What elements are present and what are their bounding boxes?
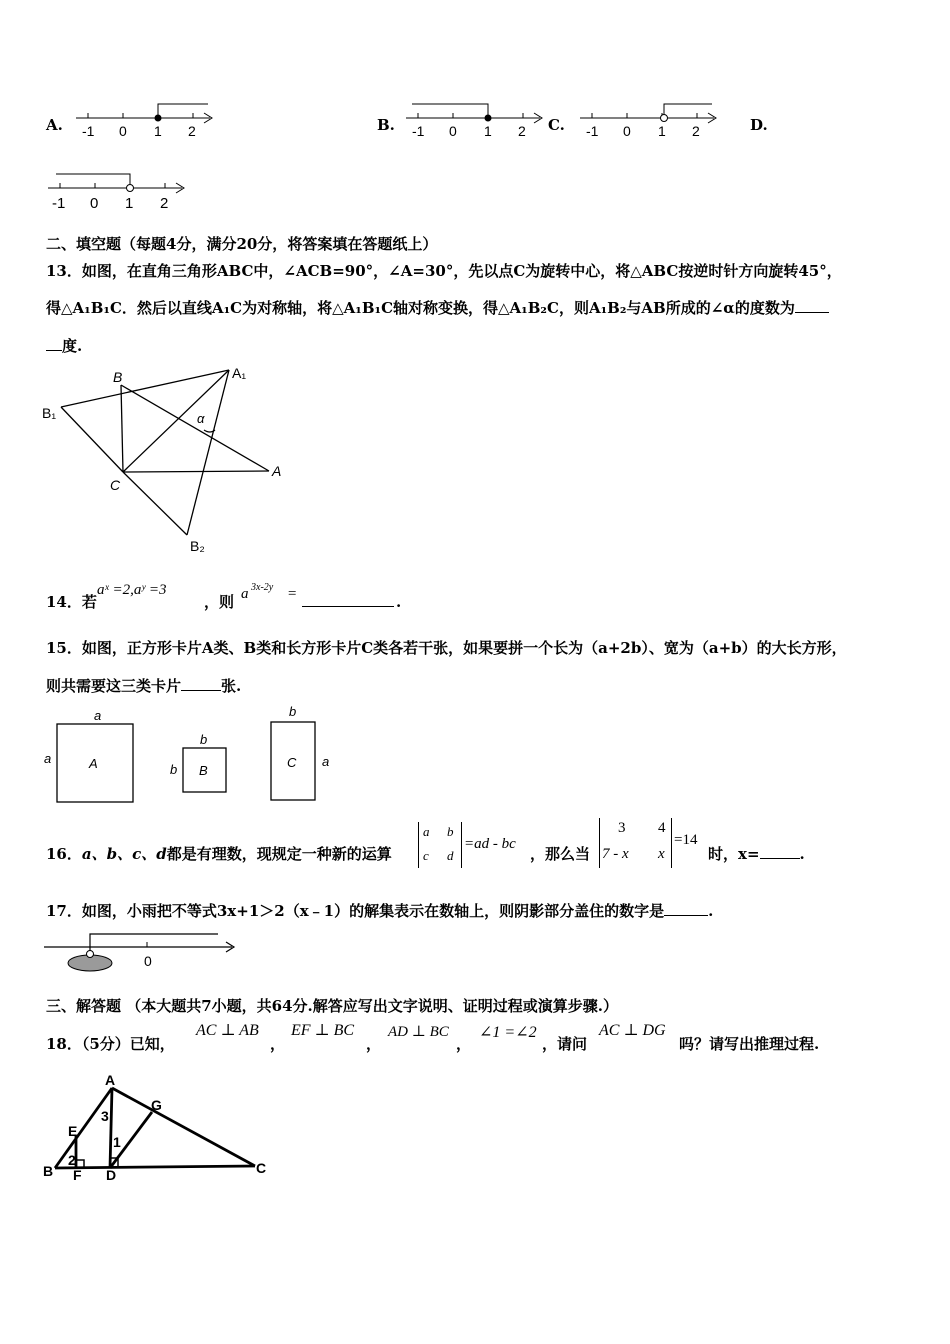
tick-label: -1 — [52, 195, 66, 212]
segment-ca — [123, 471, 269, 472]
card-c-label: C — [287, 755, 297, 770]
label-1: 1 — [113, 1134, 121, 1150]
q17-end: . — [708, 902, 714, 920]
card-b-label: B — [199, 763, 208, 778]
label-d: D — [106, 1167, 117, 1182]
q13-line2 — [46, 298, 829, 318]
q16-text1: 都是有理数，现规定一种新的运算 — [166, 845, 392, 863]
segment-ba — [121, 385, 269, 471]
solid-point — [155, 115, 162, 122]
tick-label: 2 — [692, 123, 700, 139]
tick-label: -1 — [82, 123, 95, 139]
q13-line3 — [46, 336, 82, 356]
card-a-side: a — [44, 751, 52, 766]
q14-end: . — [396, 593, 402, 611]
tick-label: 1 — [154, 123, 162, 139]
number-line-c — [578, 98, 723, 142]
label-b: B — [113, 369, 123, 385]
hollow-point — [87, 951, 94, 958]
q15-answer-blank[interactable] — [181, 690, 221, 691]
label-c: C — [256, 1160, 267, 1176]
segment-b1c — [61, 407, 123, 472]
q18-sep3: ， — [456, 1035, 472, 1053]
q18-cond3: AD ⊥ BC — [388, 1024, 449, 1040]
tick-label: -1 — [412, 123, 425, 139]
q16-text3-label: 时，x= — [708, 845, 760, 863]
q16-end: . — [799, 845, 805, 863]
q16-text2: ，那么当 — [530, 845, 591, 863]
q13-figure — [40, 360, 300, 560]
q15-line1: 15．如图，正方形卡片A类、B类和长方形卡片C类各若干张，如果要拼一个长为（a+2b）、宽为（a+b）的大长方形， — [46, 639, 847, 657]
label-2: 2 — [68, 1152, 76, 1168]
segment-cb2 — [123, 472, 187, 535]
label-b1: B₁ — [42, 405, 57, 421]
label-b: B — [43, 1163, 54, 1179]
segment-bc — [121, 385, 123, 472]
q18-sep1: ， — [270, 1035, 286, 1053]
q14-answer-blank[interactable] — [302, 592, 394, 607]
m11: 3 — [618, 820, 626, 836]
q18-cond5: AC ⊥ DG — [599, 1022, 666, 1039]
q14-prefix: 14．若 — [46, 593, 97, 611]
q16-answer-blank[interactable] — [760, 858, 800, 859]
segment-ac — [112, 1088, 255, 1166]
q14-equals: = — [287, 586, 298, 602]
tick-label: 1 — [484, 123, 492, 139]
q13-line1: 13．如图，在直角三角形ABC中，∠ACB=90°，∠A=30°，先以点C为旋转中心，将△ABC按逆时针方向旋转45°， — [46, 262, 842, 280]
solid-point — [485, 115, 492, 122]
label-a: A — [272, 463, 282, 479]
q15-line2-text: 则共需要这三类卡片 — [46, 677, 182, 695]
q16-rhs: =14 — [674, 832, 698, 848]
q14-mid: ，则 — [204, 593, 235, 611]
q16-det-specific — [599, 818, 672, 868]
label-3: 3 — [101, 1108, 109, 1124]
q16-prefix — [46, 844, 392, 864]
q14-base: a — [241, 586, 249, 602]
q13-line2-text: 得△A₁B₁C．然后以直线A₁C为对称轴，将△A₁B₁C轴对称变换，得△A₁B₂C，则A₁B₂与AB所成的∠α的度数为 — [46, 299, 795, 317]
q17-answer-blank[interactable] — [664, 915, 708, 916]
q18-cond2: EF ⊥ BC — [291, 1022, 355, 1039]
card-b-top: b — [200, 732, 208, 747]
q14-exponent: 3x-2y — [251, 582, 274, 593]
tick-label: 0 — [449, 123, 457, 139]
tick-label: 0 — [119, 123, 127, 139]
q18-sep4: ，请问 — [542, 1035, 588, 1053]
label-c: C — [110, 477, 121, 493]
q16-vars: a、b、c、d — [81, 845, 167, 863]
option-a-label[interactable]: A. — [46, 116, 63, 134]
segment-bc — [55, 1166, 255, 1168]
label-alpha: α — [197, 411, 205, 426]
q14-given: aˣ =2,aʸ =3 — [97, 582, 167, 598]
q13-answer-blank[interactable] — [795, 312, 829, 313]
label-a1: A₁ — [232, 365, 247, 381]
det-a: a — [423, 824, 430, 839]
q18-suffix: 吗？请写出推理过程. — [679, 1035, 820, 1053]
option-b-label[interactable]: B. — [377, 116, 395, 134]
hollow-point — [127, 185, 134, 192]
tick-label: 2 — [188, 123, 196, 139]
det-d: d — [447, 848, 454, 863]
card-c-side: a — [322, 754, 330, 769]
label-f: F — [73, 1167, 82, 1182]
segment-ad — [110, 1088, 112, 1168]
q15-end: 张. — [221, 677, 242, 695]
hollow-point — [661, 115, 668, 122]
card-a-label: A — [89, 756, 98, 771]
section-3-heading: 三、解答题 （本大题共7小题，共64分.解答应写出文字说明、证明过程或演算步骤.） — [46, 997, 618, 1015]
det-b: b — [447, 824, 454, 839]
q18-cond1: AC ⊥ AB — [196, 1022, 259, 1039]
segment-a1b2 — [187, 370, 229, 535]
m21: 7 - x — [602, 846, 629, 862]
q13-end: 度. — [62, 337, 83, 355]
card-b-side: b — [170, 762, 178, 777]
label-e: E — [68, 1123, 78, 1139]
card-a-top: a — [94, 708, 102, 723]
tick-label: 2 — [518, 123, 526, 139]
segment-b1a1 — [61, 370, 229, 407]
q13-answer-blank-cont[interactable] — [46, 350, 62, 351]
q15-cards-figure — [40, 702, 350, 808]
label-g: G — [151, 1097, 162, 1113]
tick-label: 0 — [90, 195, 99, 212]
q18-sep2: ， — [366, 1035, 382, 1053]
q16-det-rhs: =ad - bc — [464, 836, 516, 852]
m22: x — [658, 846, 665, 862]
option-d-label[interactable]: D. — [750, 116, 768, 134]
det-c: c — [423, 848, 429, 863]
tick-label: -1 — [586, 123, 599, 139]
q18-prefix: 18．（5分）已知， — [46, 1035, 175, 1053]
tick-label: 2 — [160, 195, 169, 212]
q17-text-body: 17．如图，小雨把不等式3x+1＞2（x﹣1）的解集表示在数轴上，则阴影部分盖住的数字是 — [46, 902, 665, 920]
number-line-a — [74, 98, 219, 142]
q16-number: 16． — [46, 845, 82, 863]
label-b2: B₂ — [190, 538, 205, 554]
tick-label: 0 — [623, 123, 631, 139]
tick-label-zero: 0 — [144, 953, 152, 969]
q17-number-line — [42, 926, 242, 972]
segment-ab — [55, 1088, 112, 1168]
q18-figure — [40, 1072, 280, 1182]
option-c-label[interactable]: C. — [548, 116, 565, 134]
segment-ca1 — [123, 370, 229, 472]
q16-text3 — [708, 844, 805, 864]
number-line-b — [404, 98, 549, 142]
q15-line2 — [46, 676, 241, 696]
card-c-top: b — [289, 704, 297, 719]
q18-cond4: ∠1 =∠2 — [479, 1024, 537, 1041]
number-line-d — [46, 168, 191, 214]
q17-text — [46, 901, 713, 921]
tick-label: 1 — [125, 195, 134, 212]
tick-label: 1 — [658, 123, 666, 139]
section-2-heading: 二、填空题（每题4分，满分20分，将答案填在答题纸上） — [46, 235, 438, 253]
m12: 4 — [658, 820, 666, 836]
q16-det-general — [418, 822, 462, 868]
label-a: A — [105, 1072, 116, 1088]
